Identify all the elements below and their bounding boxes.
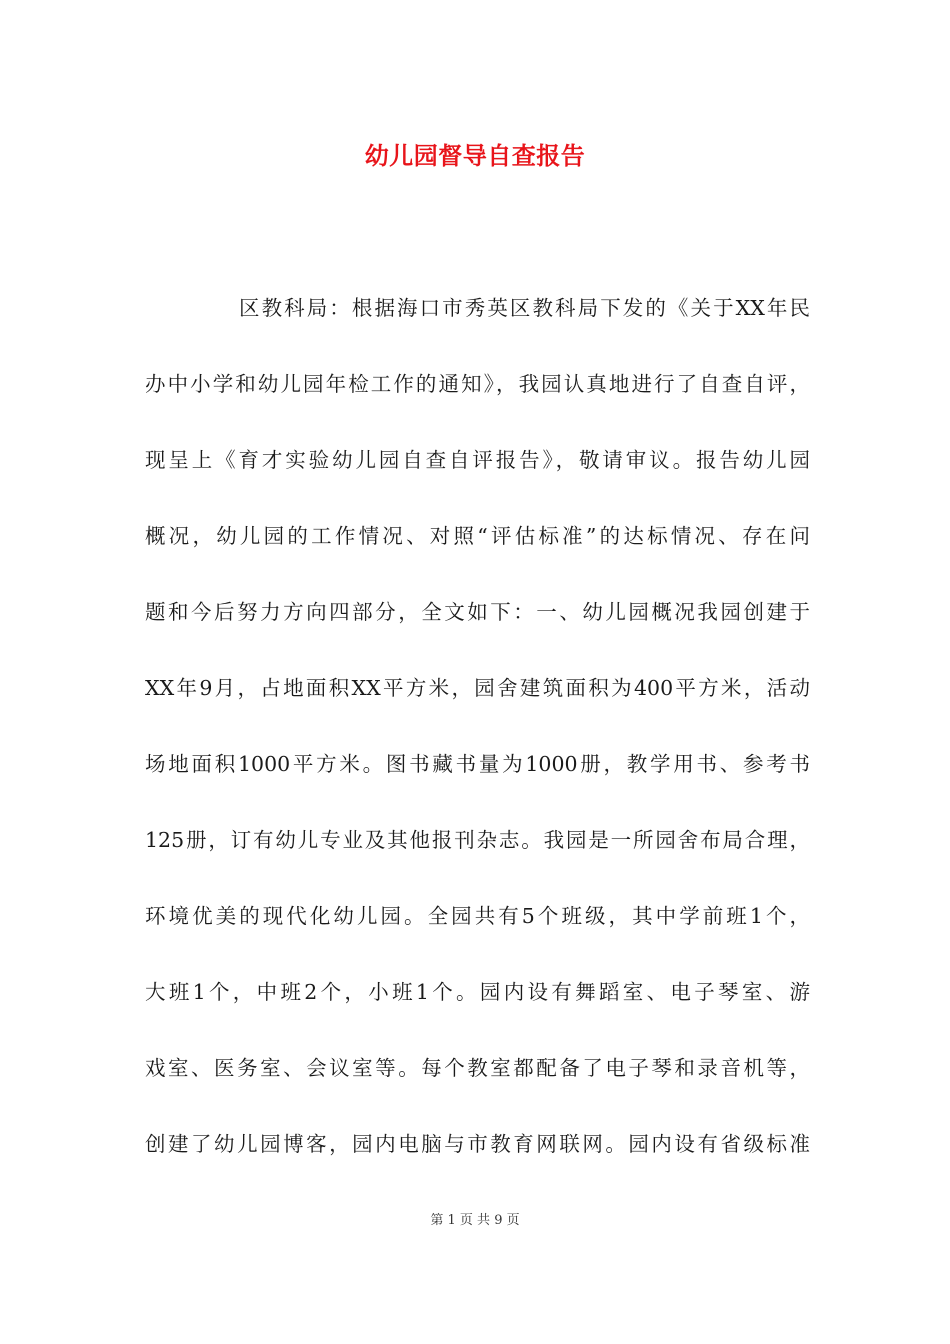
- body-line: 125册，订有幼儿专业及其他报刊杂志。我园是一所园舍布局合理，: [145, 828, 810, 852]
- document-body: [145, 270, 810, 1182]
- body-line: 概况，幼儿园的工作情况、对照“评估标准”的达标情况、存在问: [145, 524, 810, 548]
- document-title: 幼儿园督导自查报告: [364, 141, 586, 170]
- body-line: 题和今后努力方向四部分，全文如下：一、幼儿园概况我园创建于: [145, 600, 810, 624]
- body-line: XX年9月，占地面积XX平方米，园舍建筑面积为400平方米，活动: [145, 676, 810, 700]
- body-line: 场地面积1000平方米。图书藏书量为1000册，教学用书、参考书: [145, 752, 810, 776]
- body-line: 现呈上《育才实验幼儿园自查自评报告》，敬请审议。报告幼儿园: [145, 448, 810, 472]
- body-line: 区教科局：根据海口市秀英区教科局下发的《关于XX年民: [239, 296, 810, 320]
- body-line: 创建了幼儿园博客，园内电脑与市教育网联网。园内设有省级标准: [145, 1132, 810, 1156]
- body-line: 环境优美的现代化幼儿园。全园共有5个班级，其中学前班1个，: [145, 904, 810, 928]
- body-line: 戏室、医务室、会议室等。每个教室都配备了电子琴和录音机等，: [145, 1056, 810, 1080]
- body-line: 大班1个，中班2个，小班1个。园内设有舞蹈室、电子琴室、游: [145, 980, 810, 1004]
- body-line: 办中小学和幼儿园年检工作的通知》，我园认真地进行了自查自评，: [145, 372, 810, 396]
- page-number-footer: 第 1 页 共 9 页: [430, 1213, 520, 1228]
